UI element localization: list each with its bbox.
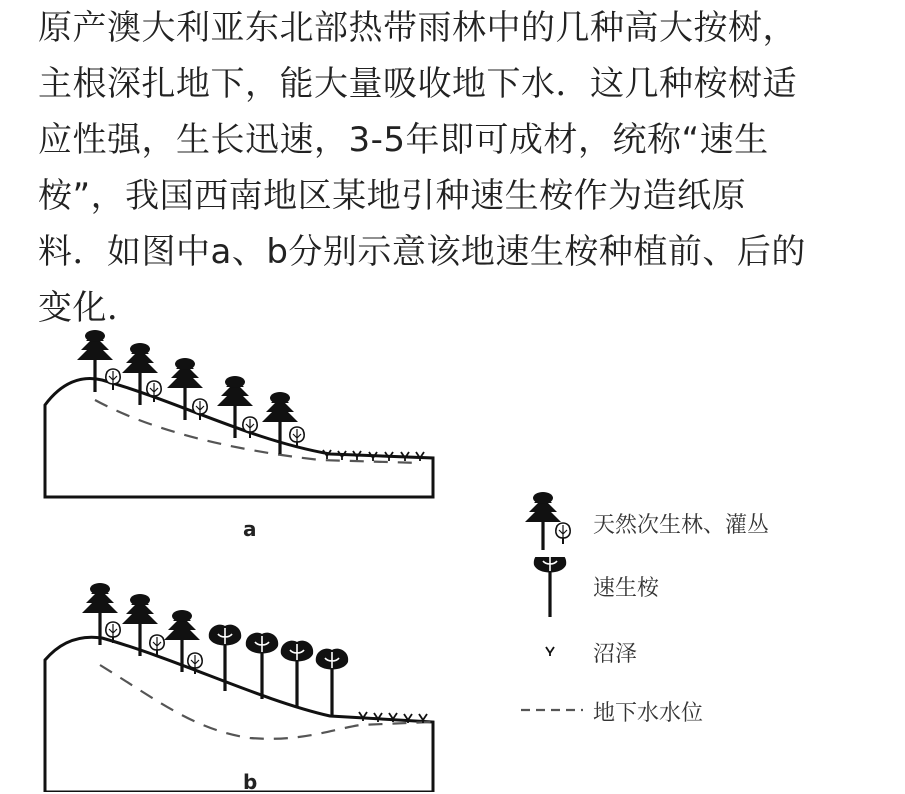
eucalyptus-icon xyxy=(515,557,585,617)
caption-a: a xyxy=(243,517,257,541)
question-text xyxy=(38,0,888,336)
legend-row-groundwater xyxy=(515,680,895,740)
legend-label-forest: 天然次生林、灌丛 xyxy=(593,513,770,538)
question-line-1: 原产澳大利亚东北部热带雨林中的几种高大按树， xyxy=(38,8,797,48)
swamp-icon xyxy=(515,625,585,685)
groundwater-line-icon xyxy=(515,680,585,740)
legend-row-eucalyptus xyxy=(515,557,895,617)
figure xyxy=(0,330,905,792)
natural-forest-icon xyxy=(515,490,585,550)
legend-label-swamp: 沼泽 xyxy=(593,642,638,667)
legend-row-forest xyxy=(515,490,895,550)
question-line-2: 主根深扎地下，能大量吸收地下水．这几种桉树适 xyxy=(38,64,797,104)
caption-b: b xyxy=(243,770,258,794)
question-line-5: 料．如图中a、b分别示意该地速生桉种植前、后的 xyxy=(38,232,806,272)
question-line-6: 变化． xyxy=(38,288,142,328)
diagram-b xyxy=(45,583,433,792)
diagram-a xyxy=(45,330,433,497)
question-line-3: 应性强，生长迅速，3-5年即可成材，统称“速生 xyxy=(38,120,769,160)
legend-label-eucalyptus: 速生桉 xyxy=(593,576,660,601)
question-line-4: 桉”，我国西南地区某地引种速生桉作为造纸原 xyxy=(38,176,747,216)
legend-label-groundwater: 地下水水位 xyxy=(593,701,704,726)
legend-row-swamp xyxy=(515,625,895,685)
